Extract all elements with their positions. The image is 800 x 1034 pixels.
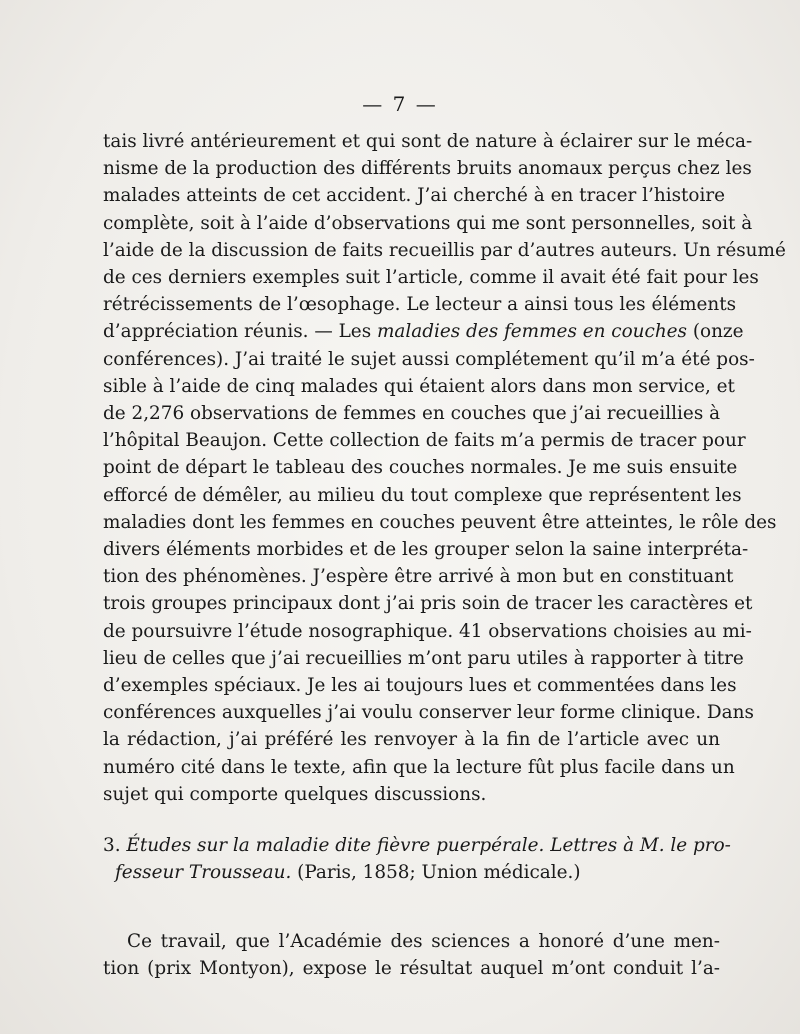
text-line: complète, soit à l’aide d’observations qui me sont personnelles, soit à [103, 212, 753, 234]
text-line: tion (prix Montyon), expose le résultat auquel m’ont conduit l’a- [103, 958, 720, 979]
reference-number: 3. [103, 835, 127, 856]
text-line: lieu de celles que j’ai recueillies m’ont paru utiles à rapporter à titre [103, 647, 744, 669]
text-line: numéro cité dans le texte, afin que la lecture fût plus facile dans un [103, 756, 735, 778]
text-line: point de départ le tableau des couches normales. Je me suis ensuite [103, 457, 738, 479]
text-line: de poursuivre l’étude nosographique. 41 observations choisies au mi- [103, 620, 752, 642]
text-line: rétrécissements de l’œsophage. Le lecteur a ainsi tous les éléments [103, 294, 737, 316]
text-line: l’aide de la discussion de faits recueillis par d’autres auteurs. Un résumé [103, 239, 786, 261]
text-line: Ce travail, que l’Académie des sciences a honoré d’une men- [127, 931, 720, 952]
text-line: tais livré antérieurement et qui sont de nature à éclairer sur le méca- [103, 131, 753, 152]
text-line: conférences). J’ai traité le sujet aussi complétement qu’il m’a été pos- [103, 348, 755, 370]
text-line: sujet qui comporte quelques discussions. [103, 783, 487, 805]
text-line: sible à l’aide de cinq malades qui étaient alors dans mon service, et [103, 375, 735, 397]
text-line: trois groupes principaux dont j’ai pris soin de tracer les caractères et [103, 593, 753, 615]
text-line: maladies dont les femmes en couches peuvent être atteintes, le rôle des [103, 511, 777, 533]
text-line: l’hôpital Beaujon. Cette collection de faits m’a permis de tracer pour [103, 430, 746, 452]
text-segment: d’appréciation réunis. — Les [103, 321, 377, 343]
reference-title: Études sur la maladie dite fièvre puerpérale. Lettres à M. le pro- [126, 835, 731, 856]
text-line: d’exemples spéciaux. Je les ai toujours lues et commentées dans les [103, 675, 737, 697]
text-line: de 2,276 observations de femmes en couches que j’ai recueillies à [103, 403, 721, 425]
reference-line [103, 859, 720, 886]
text-line [103, 318, 744, 345]
italic-title: maladies des femmes en couches [376, 321, 687, 343]
bibliographic-reference [103, 832, 731, 886]
page-number: — 7 — [362, 92, 438, 116]
text-line: efforcé de démêler, au milieu du tout complexe que représentent les [103, 484, 742, 506]
text-segment: (onze [687, 321, 744, 343]
text-line: nisme de la production des différents bruits anomaux perçus chez les [103, 158, 752, 180]
text-line: malades atteints de cet accident. J’ai cherché à en tracer l’histoire [103, 185, 726, 207]
text-line: de ces derniers exemples suit l’article, comme il avait été fait pour les [103, 267, 759, 289]
text-line: la rédaction, j’ai préféré les renvoyer à la fin de l’article avec un [103, 729, 720, 751]
reference-line [103, 832, 731, 859]
text-line: tion des phénomènes. J’espère être arrivé à mon but en constituant [103, 566, 734, 588]
main-paragraph [103, 128, 786, 808]
text-line: divers éléments morbides et de les grouper selon la saine interpréta- [103, 539, 749, 561]
second-paragraph [103, 928, 720, 982]
text-line: conférences auxquelles j’ai voulu conserver leur forme clinique. Dans [103, 702, 754, 724]
reference-publication: (Paris, 1858; Union médicale.) [291, 862, 581, 883]
reference-title: fesseur Trousseau. [115, 862, 292, 883]
